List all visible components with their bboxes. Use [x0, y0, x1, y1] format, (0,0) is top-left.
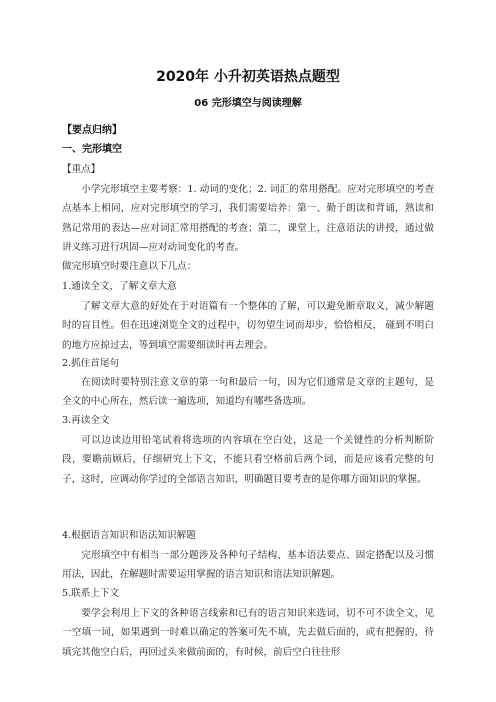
item-2-heading: 2.抓住首尾句 [62, 358, 120, 369]
key-label: 【重点】 [62, 164, 101, 175]
item-1-body: 了解文章大意的好处在于对语篇有一个整体的了解，可以避免断章取义，减少解题时的盲目性。但在迅速浏览全文的过程中，切勿望生词而却步，恰恰相反， 碰到不明白的地方应掠过去，等到填空需要细读时再去理会。 [62, 301, 434, 351]
intro-paragraph: 小学完形填空主要考察：1. 动词的变化；2. 词汇的常用搭配。应对完形填空的考查点基本上相同，应对完形填空的学习，我们需要培养：第一、勤于朗读和背诵，熟读和熟记常用的表达—应对词汇常用搭配的考查；第二，课堂上，注意语法的讲授，通过做讲义练习进行巩固—应对动词变化的考查。 [62, 184, 434, 253]
item-3-body: 可以边读边用铅笔试着将选项的内容填在空白处，这是一个关键性的分析判断阶段，要瞻前顾后，仔细研究上下文，不能只看空格前后两个词，而是应该看完整的句子，这时，应调动你学过的全部语言知识，明确题目要考查的是你哪方面知识的掌握。 [62, 435, 434, 485]
item-2-body: 在阅读时要特别注意文章的第一句和最后一句，因为它们通常是文章的主题句，是全文的中心所在，然后读一遍选项，知道均有哪些备选项。 [62, 377, 434, 408]
steps-intro: 做完形填空时要注意以下几点： [62, 261, 197, 272]
item-5-heading: 5.联系上下文 [62, 588, 120, 599]
item-4-body: 完形填空中有相当一部分题涉及各种句子结构、基本语法要点、固定搭配以及习惯用法，因此，在解题时需要运用掌握的语言知识和语法知识解题。 [62, 550, 434, 581]
item-5-body: 要学会利用上下文的各种语言线索和已有的语言知识来选词，切不可不读全文，见一空填一词，如果遇到一时难以确定的答案可先不填，先去做后面的，或有把握的，待填完其他空白后，再回过头来做前面的，有时候，前后空白往往形 [62, 608, 434, 658]
document-subtitle: 06 完形填空与阅读理解 [194, 98, 302, 109]
item-1-heading: 1.通读全文，了解文章大意 [62, 281, 177, 292]
document-title: 2020年 小升初英语热点题型 [156, 69, 340, 85]
item-3-heading: 3.再读全文 [62, 415, 110, 426]
section-one-heading: 一、完形填空 [62, 144, 122, 155]
section-summary-heading: 【要点归纳】 [62, 125, 122, 136]
item-4-heading: 4.根据语言知识和语法知识解题 [62, 530, 196, 541]
